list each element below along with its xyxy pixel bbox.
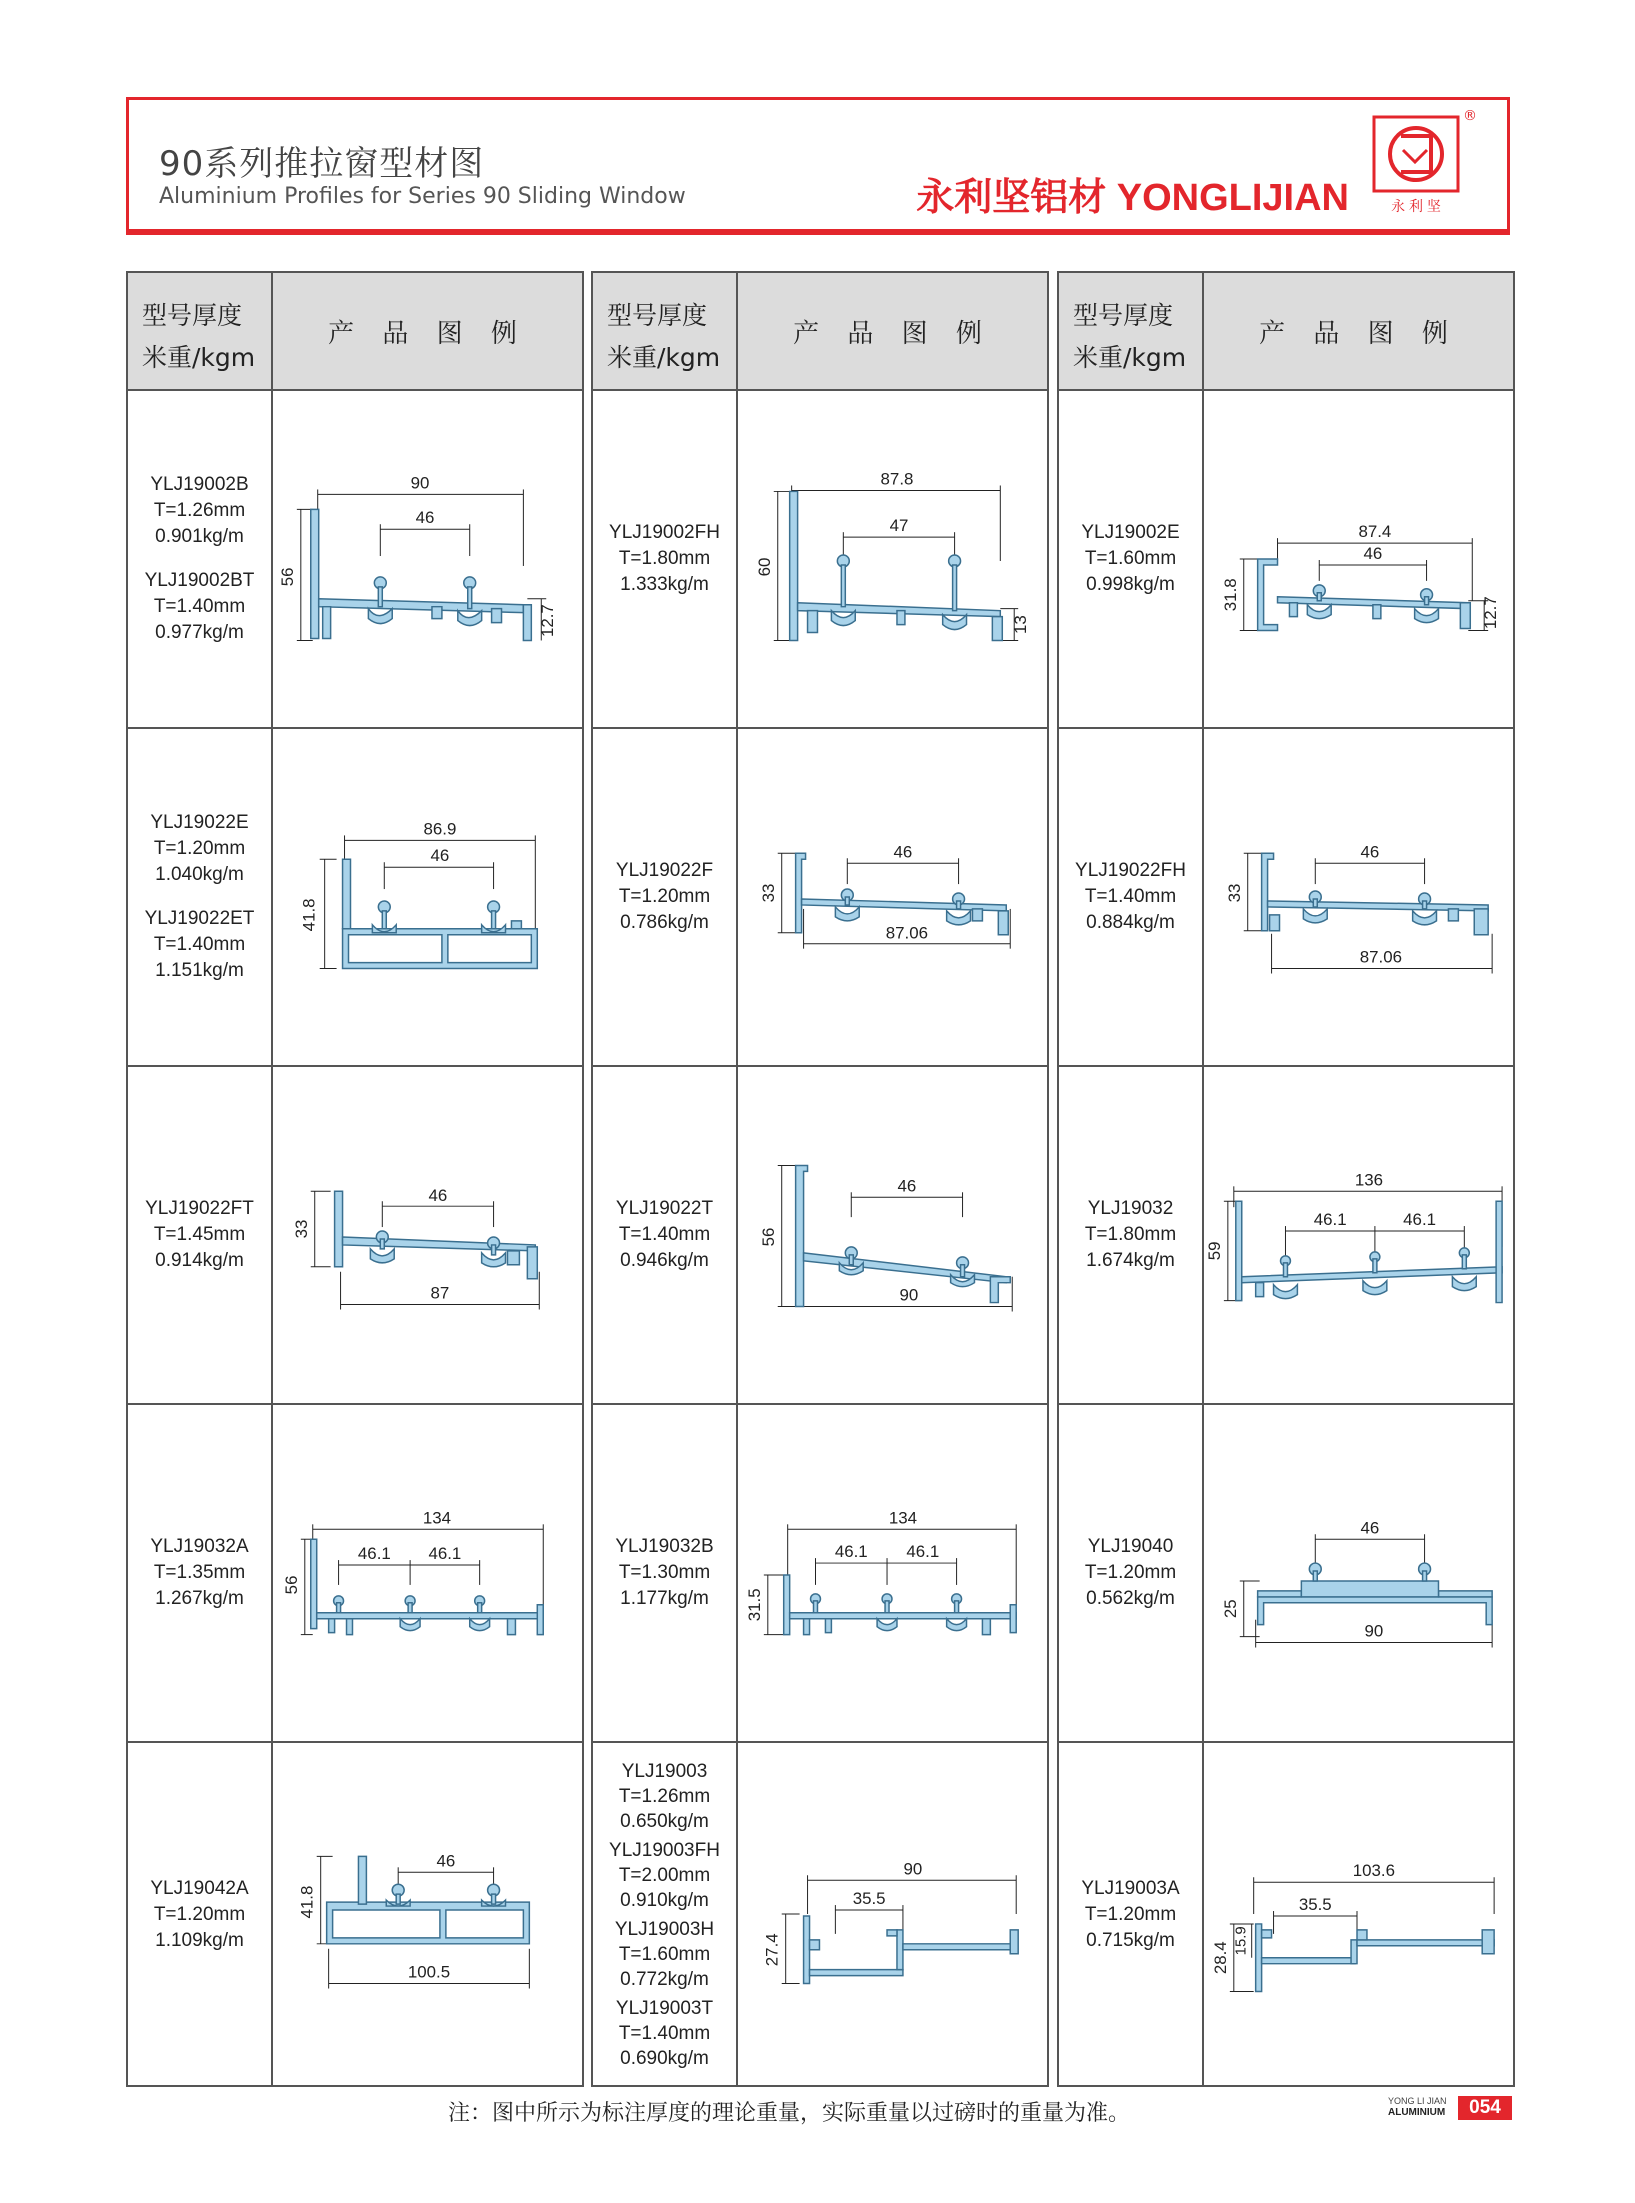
profile-spec [593,1067,738,1403]
profile-drawing [738,391,1047,727]
profile-spec [128,1743,273,2087]
dim-label: 46.1 [906,1542,940,1562]
profile-drawing [273,1405,582,1741]
profile-spec [128,1067,273,1403]
spec-line: YLJ19003H [614,1919,715,1940]
dim-label: 46.1 [834,1542,868,1562]
page-subtitle: Aluminium Profiles for Series 90 Sliding Window [159,184,686,209]
spec-line: 1.267kg/m [155,1588,244,1609]
spec-line: 0.901kg/m [155,526,244,547]
profile-drawing [738,729,1047,1065]
profile-column-3 [1057,271,1515,2087]
dim-label: 46 [430,846,450,866]
profile-row [1059,729,1513,1067]
header-weight-label: 米重/kgm [1073,343,1187,372]
dim-label: 60 [754,557,774,577]
profile-row [593,391,1047,729]
spec-line: YLJ19022T [615,1198,714,1219]
spec-line: 0.562kg/m [1086,1588,1175,1609]
spec-line: T=1.40mm [618,1224,711,1245]
dim-label: 90 [903,1859,923,1879]
page-title: 90系列推拉窗型材图 [159,144,485,184]
spec-line: YLJ19022FT [145,1198,254,1219]
dim-label: 134 [422,1508,452,1528]
profile-drawing [273,729,582,1065]
profile-row [1059,391,1513,729]
profile-spec [128,729,273,1065]
profile-spec [593,391,738,727]
profile-drawing [738,1067,1047,1403]
spec-line: T=1.80mm [618,548,711,569]
table-header [593,273,1047,391]
spec-line: YLJ19002E [1081,522,1180,543]
page-tag-line2: ALUMINIUM [1388,2107,1446,2118]
spec-line: T=1.30mm [618,1562,711,1583]
dim-label: 31.5 [744,1588,764,1622]
profile-drawing [738,1743,1047,2087]
header-drawing-label: 产 品 图 例 [1259,318,1458,349]
spec-line: 0.786kg/m [620,912,709,933]
spec-line: T=1.20mm [1084,1904,1177,1925]
profile-row [1059,1405,1513,1743]
profile-drawing [1204,729,1513,1065]
profile-row [1059,1067,1513,1405]
dim-label: 33 [291,1219,311,1239]
dim-label: 46 [897,1176,917,1196]
spec-line: YLJ19032A [150,1536,249,1557]
spec-line: 1.040kg/m [155,864,244,885]
weight-note: 注：图中所示为标注厚度的理论重量，实际重量以过磅时的重量为准。 [448,2101,1131,2126]
spec-line: T=1.35mm [153,1562,246,1583]
page-tag [1388,2096,1512,2122]
registered-mark: ® [1463,108,1477,124]
dim-label: 90 [899,1285,919,1305]
dim-label: 90 [1364,1621,1384,1641]
dim-label: 87 [430,1283,450,1303]
dim-label: 100.5 [407,1962,451,1982]
spec-line: T=1.60mm [1084,548,1177,569]
dim-label: 46.1 [1403,1210,1437,1230]
table-header [1059,273,1513,391]
dim-label: 35.5 [1298,1895,1332,1915]
spec-line: YLJ19022F [615,860,714,881]
spec-line: YLJ19003T [615,1998,714,2019]
profile-row [128,1405,582,1743]
spec-line: YLJ19022ET [144,908,255,929]
spec-line: T=2.00mm [618,1865,711,1886]
header-drawing-label: 产 品 图 例 [793,318,992,349]
spec-line: T=1.40mm [153,934,246,955]
profile-spec [128,391,273,727]
dim-label: 46 [1360,842,1380,862]
profile-drawing [273,1743,582,2087]
dim-label: 46 [436,1851,456,1871]
header-model-label: 型号厚度 [1073,301,1174,330]
spec-line: YLJ19022FH [1075,860,1186,881]
header-weight-label: 米重/kgm [142,343,256,372]
profile-row [128,391,582,729]
spec-line: 0.884kg/m [1086,912,1175,933]
dim-label: 46 [415,508,435,528]
profile-row [128,729,582,1067]
profile-row [593,1743,1047,2087]
spec-line: 0.914kg/m [155,1250,244,1271]
spec-line: YLJ19040 [1087,1536,1174,1557]
spec-line: 0.650kg/m [620,1811,709,1832]
spec-line: T=1.26mm [153,500,246,521]
dim-label: 13 [1011,615,1031,634]
profile-column-2 [591,271,1049,2087]
spec-line: YLJ19002FH [609,522,720,543]
dim-label: 59 [1204,1241,1224,1261]
dim-label: 41.8 [299,898,319,932]
dim-label: 46.1 [1313,1210,1347,1230]
spec-line: YLJ19032 [1087,1198,1174,1219]
header-drawing-label: 产 品 图 例 [328,318,527,349]
profile-row [128,1067,582,1405]
spec-line: 0.772kg/m [620,1969,709,1990]
spec-line: T=1.20mm [153,1904,246,1925]
spec-line: T=1.26mm [618,1786,711,1807]
header-weight-label: 米重/kgm [607,343,721,372]
spec-line: 0.910kg/m [620,1890,709,1911]
profile-spec [593,729,738,1065]
header-model-label: 型号厚度 [607,301,708,330]
profile-drawing [273,391,582,727]
table-header [128,273,582,391]
dim-label: 46 [1363,544,1383,563]
page-tag-line1: YONG LI JIAN [1388,2096,1447,2106]
dim-label: 46.1 [428,1544,462,1564]
dim-label: 15.9 [1233,1926,1250,1956]
dim-label: 87.06 [1359,947,1402,967]
dim-label: 87.8 [880,469,914,489]
dim-label: 47 [889,516,909,536]
profile-row [1059,1743,1513,2087]
spec-line: T=1.20mm [1084,1562,1177,1583]
spec-line: 1.177kg/m [620,1588,709,1609]
spec-line: T=1.40mm [618,2023,711,2044]
dim-label: 56 [277,567,297,587]
profile-spec [1059,729,1204,1065]
spec-line: YLJ19003 [621,1761,708,1782]
spec-line: 1.109kg/m [155,1930,244,1951]
profile-drawing [1204,1743,1513,2087]
spec-line: 0.977kg/m [155,622,244,643]
spec-line: YLJ19003FH [609,1840,720,1861]
spec-line: T=1.45mm [153,1224,246,1245]
spec-line: T=1.20mm [153,838,246,859]
spec-line: T=1.40mm [1084,886,1177,907]
spec-line: YLJ19032B [615,1536,714,1557]
profile-drawing [738,1405,1047,1741]
dim-label: 33 [758,883,778,903]
dim-label: 25 [1220,1599,1240,1619]
profile-spec [1059,1405,1204,1741]
profile-row [128,1743,582,2087]
dim-label: 41.8 [297,1885,317,1919]
dim-label: 28.4 [1210,1941,1230,1975]
profile-spec [1059,1067,1204,1403]
spec-line: YLJ19022E [150,812,249,833]
profile-row [593,729,1047,1067]
spec-line: YLJ19042A [150,1878,249,1899]
dim-label: 46 [428,1186,448,1206]
profile-spec [1059,1743,1204,2087]
dim-label: 46 [1360,1518,1380,1538]
dim-label: 87.4 [1358,522,1392,542]
spec-line: 0.946kg/m [620,1250,709,1271]
dim-label: 56 [281,1575,301,1595]
dim-label: 31.8 [1220,578,1240,612]
profile-spec [593,1743,738,2087]
dim-label: 90 [410,473,430,493]
spec-line: YLJ19003A [1081,1878,1180,1899]
dim-label: 103.6 [1352,1861,1396,1881]
dim-label: 136 [1354,1170,1384,1190]
spec-line: T=1.20mm [618,886,711,907]
dim-label: 33 [1224,883,1244,903]
spec-line: 0.690kg/m [620,2048,709,2069]
dim-label: 56 [758,1227,778,1247]
profile-spec [593,1405,738,1741]
spec-line: T=1.80mm [1084,1224,1177,1245]
profile-drawing [1204,1405,1513,1741]
dim-label: 87.06 [885,923,929,943]
spec-line: 0.715kg/m [1086,1930,1175,1951]
spec-line: T=1.40mm [153,596,246,617]
dim-label: 46 [893,842,913,862]
dim-label: 12.7 [538,604,558,638]
page-header [126,97,1510,235]
spec-line: 1.333kg/m [620,574,709,595]
profile-drawing [273,1067,582,1403]
logo-text: 永 利 坚 [1391,198,1441,214]
profile-column-1 [126,271,584,2087]
profile-spec [1059,391,1204,727]
spec-line: YLJ19002B [150,474,249,495]
dim-label: 27.4 [762,1933,782,1967]
spec-line: 1.674kg/m [1086,1250,1175,1271]
dim-label: 35.5 [852,1889,886,1909]
header-model-label: 型号厚度 [142,301,243,330]
profile-row [593,1067,1047,1405]
profile-spec [128,1405,273,1741]
dim-label: 46.1 [357,1544,391,1564]
profile-row [593,1405,1047,1743]
dim-label: 86.9 [423,819,457,839]
profile-drawing [1204,391,1513,727]
spec-line: YLJ19002BT [144,570,255,591]
spec-line: 0.998kg/m [1086,574,1175,595]
spec-line: 1.151kg/m [155,960,244,981]
brand-name: 永利坚铝材 YONGLIJIAN [916,177,1349,219]
page-number: 054 [1458,2096,1512,2120]
dim-label: 134 [888,1508,918,1528]
spec-line: T=1.60mm [618,1944,711,1965]
profile-drawing [1204,1067,1513,1403]
dim-label: 12.7 [1481,596,1501,630]
brand-logo-icon [1371,114,1461,218]
